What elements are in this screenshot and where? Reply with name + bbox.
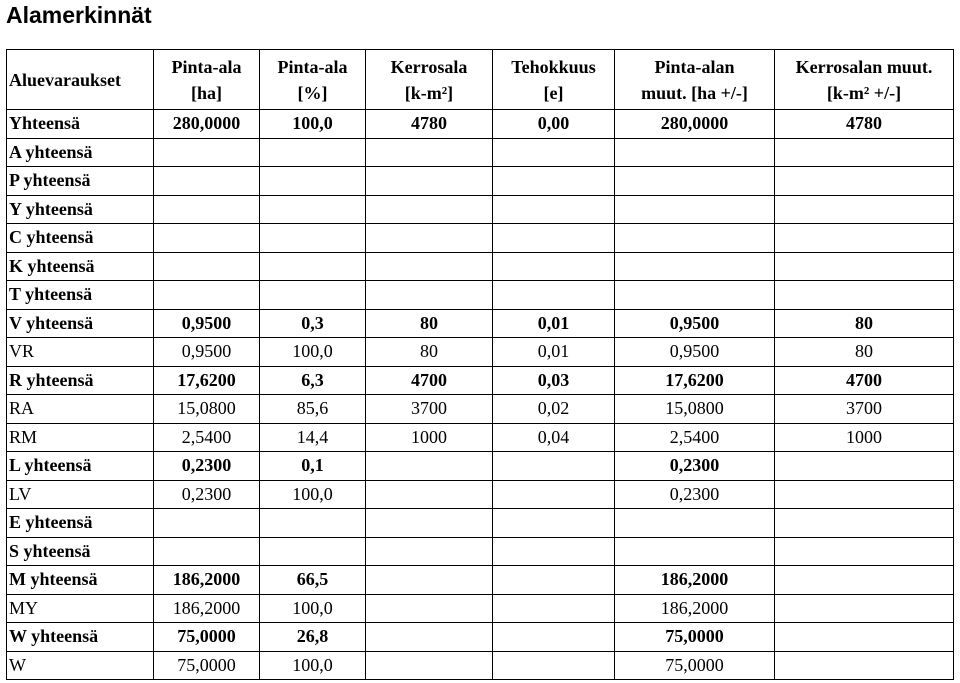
table-cell xyxy=(775,594,954,623)
row-label: A yhteensä xyxy=(7,138,154,167)
table-cell: 0,01 xyxy=(493,309,615,338)
column-header-line: Tehokkuus xyxy=(511,56,596,77)
table-cell xyxy=(775,138,954,167)
table-cell xyxy=(366,594,493,623)
row-label: LV xyxy=(7,480,154,509)
table-cell xyxy=(775,509,954,538)
column-header-unit: [%] xyxy=(297,82,328,103)
table-cell: 186,2000 xyxy=(154,594,260,623)
column-header-unit: [e] xyxy=(543,82,564,103)
table-cell xyxy=(615,138,775,167)
table-cell xyxy=(493,195,615,224)
page-title: Alamerkinnät xyxy=(6,2,152,28)
table-row xyxy=(7,195,954,224)
table-cell: 4780 xyxy=(775,110,954,139)
table-cell xyxy=(493,224,615,253)
table-cell xyxy=(615,224,775,253)
table-row xyxy=(7,167,954,196)
table-cell: 0,04 xyxy=(493,423,615,452)
table-cell: 100,0 xyxy=(260,651,366,680)
table-row xyxy=(7,452,954,481)
table-cell xyxy=(615,195,775,224)
table-cell xyxy=(775,480,954,509)
row-label: T yhteensä xyxy=(7,281,154,310)
table-row xyxy=(7,480,954,509)
table-cell xyxy=(260,509,366,538)
table-cell xyxy=(493,167,615,196)
table-cell: 1000 xyxy=(775,423,954,452)
row-label: V yhteensä xyxy=(7,309,154,338)
table-row xyxy=(7,423,954,452)
table-row xyxy=(7,623,954,652)
row-label: M yhteensä xyxy=(7,566,154,595)
row-label: RM xyxy=(7,423,154,452)
table-cell: 0,9500 xyxy=(615,309,775,338)
land-use-table xyxy=(6,49,954,680)
table-cell xyxy=(775,252,954,281)
table-cell xyxy=(260,281,366,310)
table-cell xyxy=(615,167,775,196)
table-cell: 75,0000 xyxy=(154,651,260,680)
table-cell xyxy=(775,566,954,595)
row-label: S yhteensä xyxy=(7,537,154,566)
table-cell xyxy=(366,566,493,595)
table-cell: 1000 xyxy=(366,423,493,452)
column-header xyxy=(7,50,154,110)
column-header-unit: muut. [ha +/-] xyxy=(641,82,748,103)
table-cell xyxy=(615,252,775,281)
table-cell: 3700 xyxy=(366,395,493,424)
table-cell xyxy=(154,167,260,196)
table-header-row xyxy=(7,50,954,110)
column-header xyxy=(615,50,775,110)
table-cell: 3700 xyxy=(775,395,954,424)
table-cell xyxy=(775,195,954,224)
row-label: L yhteensä xyxy=(7,452,154,481)
row-label: R yhteensä xyxy=(7,366,154,395)
row-label: Yhteensä xyxy=(7,110,154,139)
table-row xyxy=(7,509,954,538)
column-header xyxy=(154,50,260,110)
table-cell xyxy=(366,651,493,680)
table-cell xyxy=(615,537,775,566)
table-cell: 15,0800 xyxy=(615,395,775,424)
table-row xyxy=(7,594,954,623)
table-row xyxy=(7,138,954,167)
column-header-unit: [ha] xyxy=(191,82,222,103)
column-header-line: Pinta-alan xyxy=(654,56,735,77)
table-cell: 6,3 xyxy=(260,366,366,395)
table-cell xyxy=(366,480,493,509)
table-cell: 100,0 xyxy=(260,594,366,623)
table-cell: 100,0 xyxy=(260,110,366,139)
table-cell: 80 xyxy=(775,309,954,338)
table-cell: 4780 xyxy=(366,110,493,139)
table-cell xyxy=(493,480,615,509)
table-cell xyxy=(493,281,615,310)
column-header-line: Pinta-ala xyxy=(277,56,348,77)
table-cell xyxy=(493,452,615,481)
table-cell xyxy=(775,224,954,253)
table-row xyxy=(7,395,954,424)
row-label: E yhteensä xyxy=(7,509,154,538)
table-cell: 186,2000 xyxy=(615,594,775,623)
row-label: W yhteensä xyxy=(7,623,154,652)
table-row xyxy=(7,110,954,139)
table-cell: 0,03 xyxy=(493,366,615,395)
table-cell: 17,6200 xyxy=(615,366,775,395)
table-cell xyxy=(154,509,260,538)
row-label: MY xyxy=(7,594,154,623)
table-cell xyxy=(493,537,615,566)
table-cell xyxy=(493,252,615,281)
table-cell: 186,2000 xyxy=(615,566,775,595)
column-header-unit: [k-m²] xyxy=(404,82,454,103)
table-cell xyxy=(775,167,954,196)
table-cell: 0,2300 xyxy=(154,480,260,509)
table-cell: 0,9500 xyxy=(615,338,775,367)
column-header xyxy=(366,50,493,110)
table-cell xyxy=(260,537,366,566)
table-cell xyxy=(493,594,615,623)
table-cell xyxy=(493,651,615,680)
column-header xyxy=(493,50,615,110)
table-cell xyxy=(154,252,260,281)
table-cell xyxy=(260,252,366,281)
table-cell xyxy=(366,195,493,224)
row-label: VR xyxy=(7,338,154,367)
table-cell xyxy=(260,138,366,167)
table-cell xyxy=(154,281,260,310)
column-header-unit: [k-m² +/-] xyxy=(826,82,902,103)
table-cell: 0,2300 xyxy=(615,480,775,509)
column-header xyxy=(775,50,954,110)
row-label: W xyxy=(7,651,154,680)
table-body xyxy=(7,110,954,680)
table-cell xyxy=(366,623,493,652)
table-row xyxy=(7,338,954,367)
table-cell: 80 xyxy=(366,309,493,338)
table-cell xyxy=(615,281,775,310)
table-cell xyxy=(154,224,260,253)
table-cell: 2,5400 xyxy=(615,423,775,452)
table-row xyxy=(7,224,954,253)
row-label: K yhteensä xyxy=(7,252,154,281)
table-cell: 80 xyxy=(775,338,954,367)
column-header-line: Kerrosalan muut. xyxy=(795,56,933,77)
column-header xyxy=(260,50,366,110)
table-cell xyxy=(366,281,493,310)
table-cell xyxy=(493,138,615,167)
table-cell xyxy=(260,195,366,224)
table-cell: 0,1 xyxy=(260,452,366,481)
table-row xyxy=(7,252,954,281)
table-cell xyxy=(260,224,366,253)
table-cell xyxy=(366,252,493,281)
table-cell xyxy=(366,167,493,196)
table-cell: 2,5400 xyxy=(154,423,260,452)
table-cell: 66,5 xyxy=(260,566,366,595)
table-cell: 75,0000 xyxy=(154,623,260,652)
table-row xyxy=(7,281,954,310)
table-cell: 280,0000 xyxy=(154,110,260,139)
table-cell: 4700 xyxy=(366,366,493,395)
table-cell xyxy=(366,452,493,481)
table-cell xyxy=(154,537,260,566)
table-cell: 0,01 xyxy=(493,338,615,367)
table-cell xyxy=(366,224,493,253)
table-cell xyxy=(493,509,615,538)
table-cell: 280,0000 xyxy=(615,110,775,139)
row-label: P yhteensä xyxy=(7,167,154,196)
table-cell: 186,2000 xyxy=(154,566,260,595)
table-cell xyxy=(775,452,954,481)
table-cell: 75,0000 xyxy=(615,651,775,680)
table-cell: 80 xyxy=(366,338,493,367)
table-cell xyxy=(366,509,493,538)
table-cell xyxy=(154,195,260,224)
table-cell xyxy=(615,509,775,538)
table-cell: 0,9500 xyxy=(154,309,260,338)
table-cell xyxy=(493,623,615,652)
table-cell xyxy=(366,537,493,566)
table-cell: 0,3 xyxy=(260,309,366,338)
table-cell: 100,0 xyxy=(260,338,366,367)
table-row xyxy=(7,566,954,595)
table-cell xyxy=(775,537,954,566)
table-cell: 15,0800 xyxy=(154,395,260,424)
table-row xyxy=(7,537,954,566)
table-cell: 4700 xyxy=(775,366,954,395)
table-cell: 0,02 xyxy=(493,395,615,424)
table-cell xyxy=(154,138,260,167)
table-cell: 17,6200 xyxy=(154,366,260,395)
table-cell: 0,2300 xyxy=(154,452,260,481)
column-header-line: Pinta-ala xyxy=(171,56,242,77)
table-cell xyxy=(775,281,954,310)
table-cell: 0,00 xyxy=(493,110,615,139)
table-cell: 75,0000 xyxy=(615,623,775,652)
table-cell: 26,8 xyxy=(260,623,366,652)
table-cell: 100,0 xyxy=(260,480,366,509)
table-cell xyxy=(366,138,493,167)
table-cell: 0,2300 xyxy=(615,452,775,481)
row-label: Y yhteensä xyxy=(7,195,154,224)
table-cell: 85,6 xyxy=(260,395,366,424)
table-cell: 0,9500 xyxy=(154,338,260,367)
table-cell xyxy=(260,167,366,196)
row-label: RA xyxy=(7,395,154,424)
table-row xyxy=(7,366,954,395)
table-cell xyxy=(775,623,954,652)
table-cell xyxy=(493,566,615,595)
table-cell: 14,4 xyxy=(260,423,366,452)
table-row xyxy=(7,309,954,338)
column-header-line: Aluevaraukset xyxy=(9,69,121,90)
row-label: C yhteensä xyxy=(7,224,154,253)
table-cell xyxy=(775,651,954,680)
column-header-line: Kerrosala xyxy=(390,56,468,77)
table-row xyxy=(7,651,954,680)
